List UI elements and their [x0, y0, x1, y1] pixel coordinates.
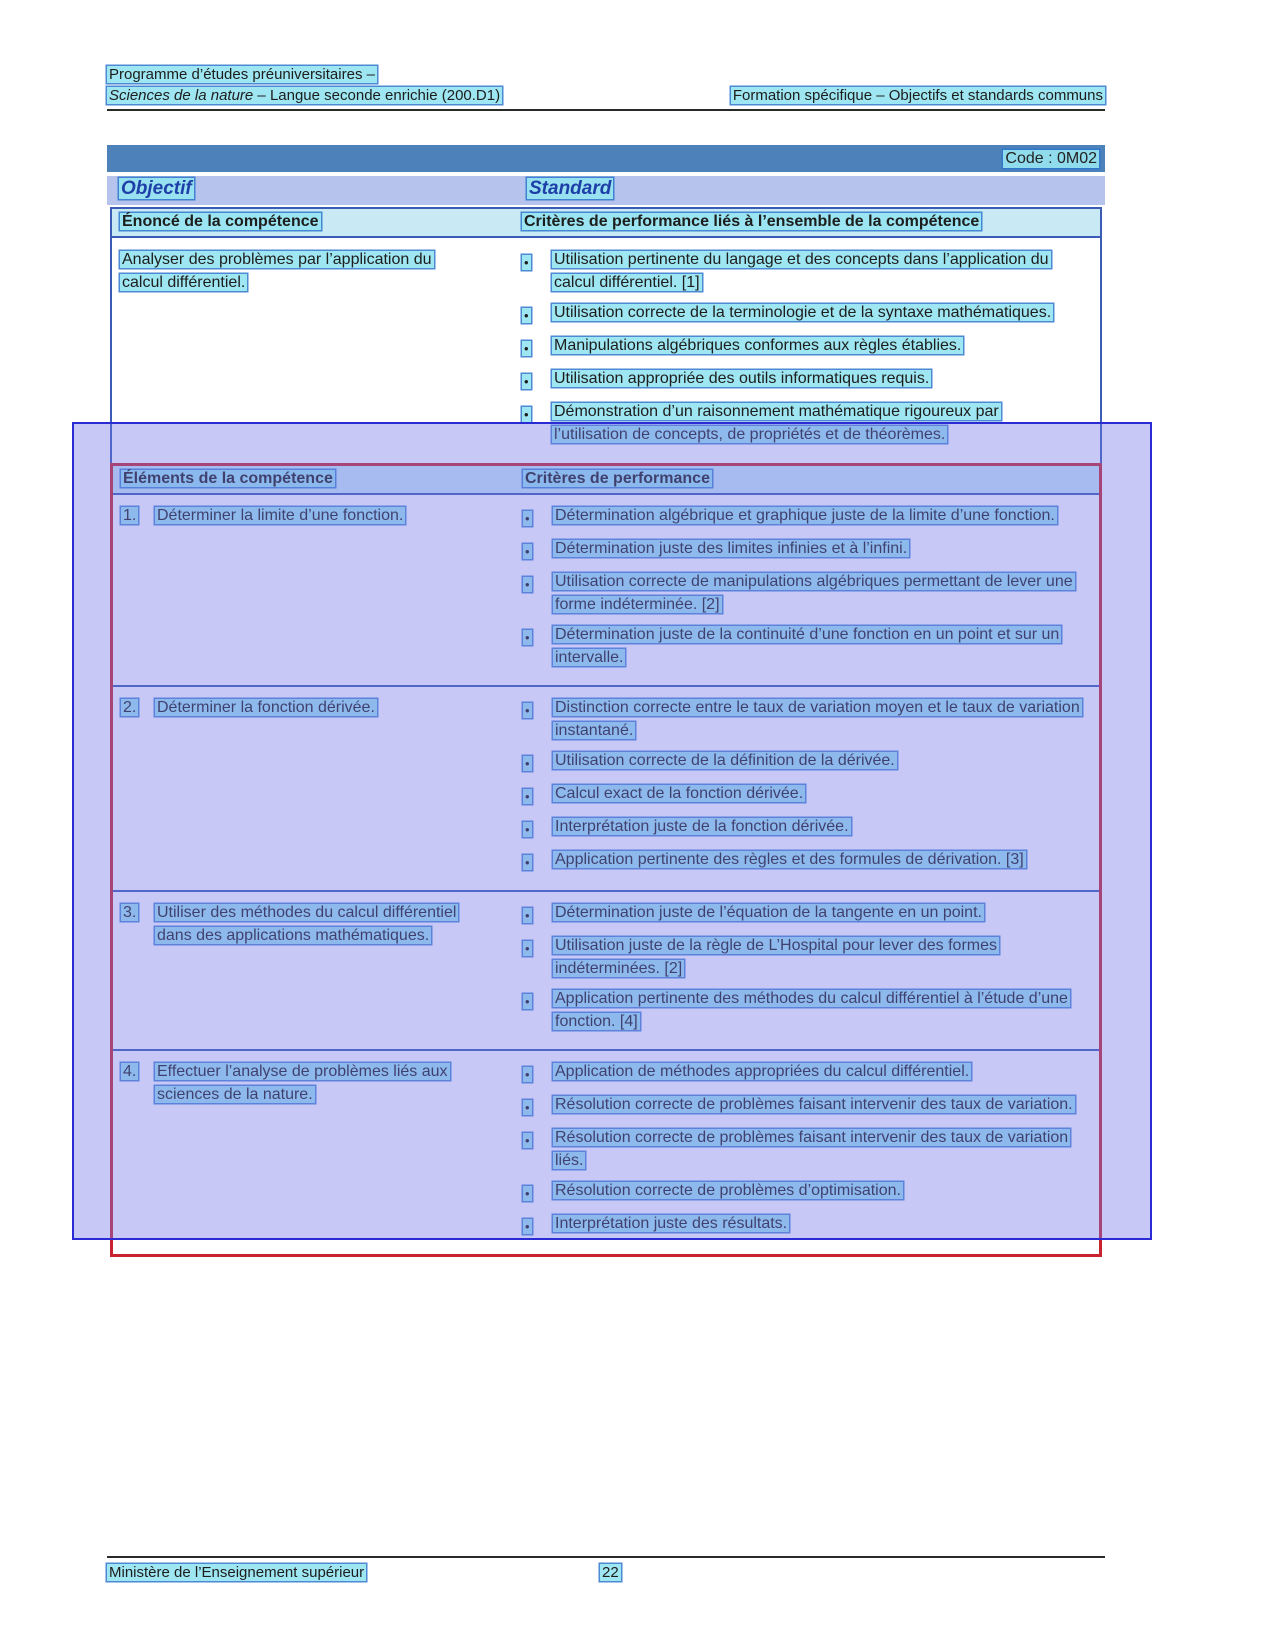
- bullet-glyph: •: [525, 756, 530, 771]
- element-row: [113, 495, 1099, 685]
- criterion-text: Utilisation juste de la règle de L’Hospital pour lever des formes indéterminées. [2]: [555, 937, 998, 977]
- element-number: [121, 1060, 155, 1245]
- course-title: [107, 87, 502, 104]
- element-number-text: 1.: [123, 507, 137, 524]
- criterion-text: Démonstration d’un raisonnement mathématique rigoureux par l’utilisation de concepts, de propriétés et de théorèmes.: [554, 403, 999, 443]
- criteres-column-header-text: Critères de performance liés à l’ensemble de la compétence: [524, 213, 980, 230]
- header-section-title: Formation spécifique – Objectifs et standards communs: [732, 87, 1103, 104]
- bullet-glyph: •: [524, 341, 529, 356]
- criterion-text: Utilisation correcte de la définition de la dérivée.: [555, 752, 895, 769]
- bullet-glyph: •: [525, 511, 530, 526]
- program-title-line: [107, 66, 1105, 83]
- criterion-text: Résolution correcte de problèmes d’optimisation.: [555, 1182, 901, 1199]
- bullet-icon: [523, 1212, 553, 1238]
- bullet-glyph: •: [525, 789, 530, 804]
- enonce-column-header-text: Énoncé de la compétence: [122, 213, 319, 230]
- bullet-glyph: •: [525, 822, 530, 837]
- criterion-text-block: [553, 815, 1091, 841]
- criterion-text: Détermination juste de la continuité d’une fonction en un point et sur un intervalle.: [555, 626, 1060, 666]
- criterion-text: Utilisation correcte de la terminologie et de la syntaxe mathématiques.: [554, 304, 1052, 321]
- page-footer: [107, 1564, 1105, 1581]
- element-row: [113, 685, 1099, 890]
- criterion-text-block: [552, 367, 1057, 393]
- element-text-block: [155, 901, 457, 1040]
- course-title-rest: – Langue seconde enrichie (200.D1): [253, 87, 501, 104]
- footer-rule: [107, 1556, 1105, 1558]
- criterion-text-block: [553, 504, 1091, 530]
- element-text: Déterminer la fonction dérivée.: [157, 699, 375, 716]
- bullet-icon: [523, 537, 553, 563]
- criterion-item: [523, 848, 1091, 874]
- bullet-icon: [523, 987, 553, 1033]
- competence-table-body: [112, 238, 1100, 463]
- bullet-icon: [523, 696, 553, 742]
- element-cell: [113, 694, 523, 881]
- criterion-text: Utilisation pertinente du langage et des concepts dans l’application du calcul différentiel. [1]: [554, 251, 1049, 291]
- criterion-text: Application pertinente des règles et des formules de dérivation. [3]: [555, 851, 1024, 868]
- bullet-icon: [523, 934, 553, 980]
- criterion-item: [523, 504, 1091, 530]
- criterion-item: [523, 570, 1091, 616]
- objectif-heading: [119, 178, 194, 200]
- criterion-text-block: [553, 1179, 1091, 1205]
- footer-ministry: Ministère de l’Enseignement supérieur: [109, 1564, 365, 1581]
- bullet-glyph: •: [525, 1133, 530, 1148]
- enonce-text-block: [120, 248, 465, 294]
- criterion-text: Calcul exact de la fonction dérivée.: [555, 785, 804, 802]
- code-banner: [107, 145, 1105, 172]
- bullet-icon: [523, 570, 553, 616]
- criterion-text: Résolution correcte de problèmes faisant intervenir des taux de variation.: [555, 1096, 1073, 1113]
- header-second-line: [107, 87, 1105, 104]
- criterion-item: [523, 934, 1091, 980]
- bullet-icon: [522, 367, 552, 393]
- bullet-glyph: •: [524, 308, 529, 323]
- criterion-item: [523, 901, 1091, 927]
- objectif-standard-band: [107, 176, 1105, 205]
- element-row: [113, 1049, 1099, 1254]
- standard-heading-text: Standard: [529, 178, 612, 199]
- bullet-icon: [523, 1126, 553, 1172]
- bullet-glyph: •: [525, 855, 530, 870]
- bullet-icon: [522, 334, 552, 360]
- performance-column-header-text: Critères de performance: [525, 470, 710, 487]
- program-title: Programme d’études préuniversitaires –: [109, 66, 375, 83]
- criterion-text-block: [553, 934, 1091, 980]
- element-row: [113, 890, 1099, 1049]
- element-text-block: [155, 504, 457, 676]
- criterion-item: [523, 696, 1091, 742]
- criterion-text-block: [553, 623, 1091, 669]
- element-number-text: 4.: [123, 1063, 137, 1080]
- criterion-item: [523, 1126, 1091, 1172]
- objectif-heading-text: Objectif: [121, 178, 192, 199]
- element-number: [121, 696, 155, 881]
- bullet-glyph: •: [525, 577, 530, 592]
- criterion-text: Utilisation appropriée des outils informatiques requis.: [554, 370, 930, 387]
- competence-table: [110, 207, 1102, 465]
- bullet-icon: [522, 400, 552, 446]
- criterion-item: [522, 301, 1092, 327]
- criterion-text: Détermination juste des limites infinies et à l’infini.: [555, 540, 908, 557]
- element-cell: [113, 502, 523, 676]
- criterion-item: [522, 334, 1092, 360]
- criterion-text-block: [553, 696, 1091, 742]
- performance-cell: [523, 1058, 1099, 1245]
- element-number-text: 2.: [123, 699, 137, 716]
- criterion-text-block: [553, 537, 1091, 563]
- elements-column-header-text: Éléments de la compétence: [123, 470, 333, 487]
- criterion-text: Application pertinente des méthodes du calcul différentiel à l’étude d’une fonction. [4]: [555, 990, 1068, 1030]
- element-number: [121, 504, 155, 676]
- bullet-glyph: •: [525, 941, 530, 956]
- criterion-text: Distinction correcte entre le taux de variation moyen et le taux de variation instantané.: [555, 699, 1080, 739]
- criterion-text-block: [553, 782, 1091, 808]
- criterion-text: Résolution correcte de problèmes faisant intervenir des taux de variation liés.: [555, 1129, 1069, 1169]
- header-rule: [107, 109, 1105, 111]
- bullet-glyph: •: [525, 544, 530, 559]
- criteres-column-header: [522, 213, 1100, 231]
- criterion-text-block: [553, 749, 1091, 775]
- bullet-glyph: •: [525, 1186, 530, 1201]
- performance-cell: [523, 502, 1099, 676]
- criterion-text: Détermination juste de l’équation de la tangente en un point.: [555, 904, 982, 921]
- criterion-item: [522, 248, 1092, 294]
- criterion-text: Utilisation correcte de manipulations algébriques permettant de lever une forme indéterminée. [2]: [555, 573, 1073, 613]
- criterion-text: Manipulations algébriques conformes aux règles établies.: [554, 337, 962, 354]
- page-header: [107, 66, 1105, 111]
- criterion-text-block: [552, 400, 1057, 446]
- bullet-icon: [523, 504, 553, 530]
- bullet-glyph: •: [524, 255, 529, 270]
- criterion-text-block: [553, 570, 1091, 616]
- criterion-text-block: [553, 987, 1091, 1033]
- criterion-item: [523, 1212, 1091, 1238]
- bullet-glyph: •: [525, 908, 530, 923]
- page-number: [600, 1564, 621, 1581]
- bullet-icon: [522, 301, 552, 327]
- criterion-text-block: [552, 301, 1057, 327]
- bullet-icon: [523, 1093, 553, 1119]
- bullet-glyph: •: [525, 703, 530, 718]
- performance-column-header: [523, 470, 1099, 488]
- criterion-text: Interprétation juste de la fonction dérivée.: [555, 818, 849, 835]
- element-number-text: 3.: [123, 904, 137, 921]
- criterion-text: Application de méthodes appropriées du calcul différentiel.: [555, 1063, 970, 1080]
- enonce-column-header: [112, 213, 522, 231]
- criterion-item: [523, 1179, 1091, 1205]
- criterion-text-block: [552, 334, 1057, 360]
- element-number: [121, 901, 155, 1040]
- element-text-block: [155, 1060, 457, 1245]
- bullet-icon: [523, 815, 553, 841]
- competence-table-header: [112, 209, 1100, 238]
- elements-column-header: [113, 470, 523, 488]
- criterion-item: [523, 1060, 1091, 1086]
- criterion-text-block: [553, 1212, 1091, 1238]
- performance-cell: [523, 694, 1099, 881]
- criterion-item: [523, 537, 1091, 563]
- bullet-icon: [523, 1179, 553, 1205]
- elements-table-header: [113, 466, 1099, 495]
- bullet-icon: [523, 901, 553, 927]
- element-text-block: [155, 696, 457, 881]
- page-number-text: 22: [602, 1564, 619, 1581]
- bullet-icon: [523, 782, 553, 808]
- criterion-item: [523, 782, 1091, 808]
- bullet-icon: [523, 623, 553, 669]
- elements-table: [110, 463, 1102, 1257]
- bullet-glyph: •: [524, 374, 529, 389]
- course-title-italic: Sciences de la nature: [109, 87, 254, 104]
- element-text: Utiliser des méthodes du calcul différentiel dans des applications mathématiques.: [157, 904, 457, 944]
- criterion-item: [523, 623, 1091, 669]
- criterion-text-block: [553, 1126, 1091, 1172]
- criterion-item: [522, 400, 1092, 446]
- bullet-glyph: •: [525, 1219, 530, 1234]
- bullet-glyph: •: [524, 407, 529, 422]
- criterion-text-block: [552, 248, 1057, 294]
- criterion-text-block: [553, 1093, 1091, 1119]
- standard-heading: [527, 178, 613, 200]
- element-cell: [113, 899, 523, 1040]
- criterion-text: Détermination algébrique et graphique juste de la limite d’une fonction.: [555, 507, 1055, 524]
- criterion-text-block: [553, 848, 1091, 874]
- element-cell: [113, 1058, 523, 1245]
- element-text: Déterminer la limite d’une fonction.: [157, 507, 404, 524]
- bullet-glyph: •: [525, 994, 530, 1009]
- bullet-icon: [523, 749, 553, 775]
- criteres-cell: [522, 245, 1100, 453]
- enonce-text: Analyser des problèmes par l’application du calcul différentiel.: [122, 251, 432, 291]
- bullet-icon: [523, 848, 553, 874]
- criterion-item: [523, 749, 1091, 775]
- criterion-item: [523, 1093, 1091, 1119]
- criterion-text-block: [553, 901, 1091, 927]
- bullet-icon: [523, 1060, 553, 1086]
- code-label: Code : 0M02: [1005, 149, 1097, 167]
- bullet-glyph: •: [525, 1100, 530, 1115]
- bullet-glyph: •: [525, 1067, 530, 1082]
- criterion-text: Interprétation juste des résultats.: [555, 1215, 788, 1232]
- bullet-glyph: •: [525, 630, 530, 645]
- enonce-cell: [112, 245, 522, 453]
- criterion-item: [522, 367, 1092, 393]
- bullet-icon: [522, 248, 552, 294]
- criterion-item: [523, 987, 1091, 1033]
- performance-cell: [523, 899, 1099, 1040]
- criterion-item: [523, 815, 1091, 841]
- element-text: Effectuer l’analyse de problèmes liés aux sciences de la nature.: [157, 1063, 448, 1103]
- criterion-text-block: [553, 1060, 1091, 1086]
